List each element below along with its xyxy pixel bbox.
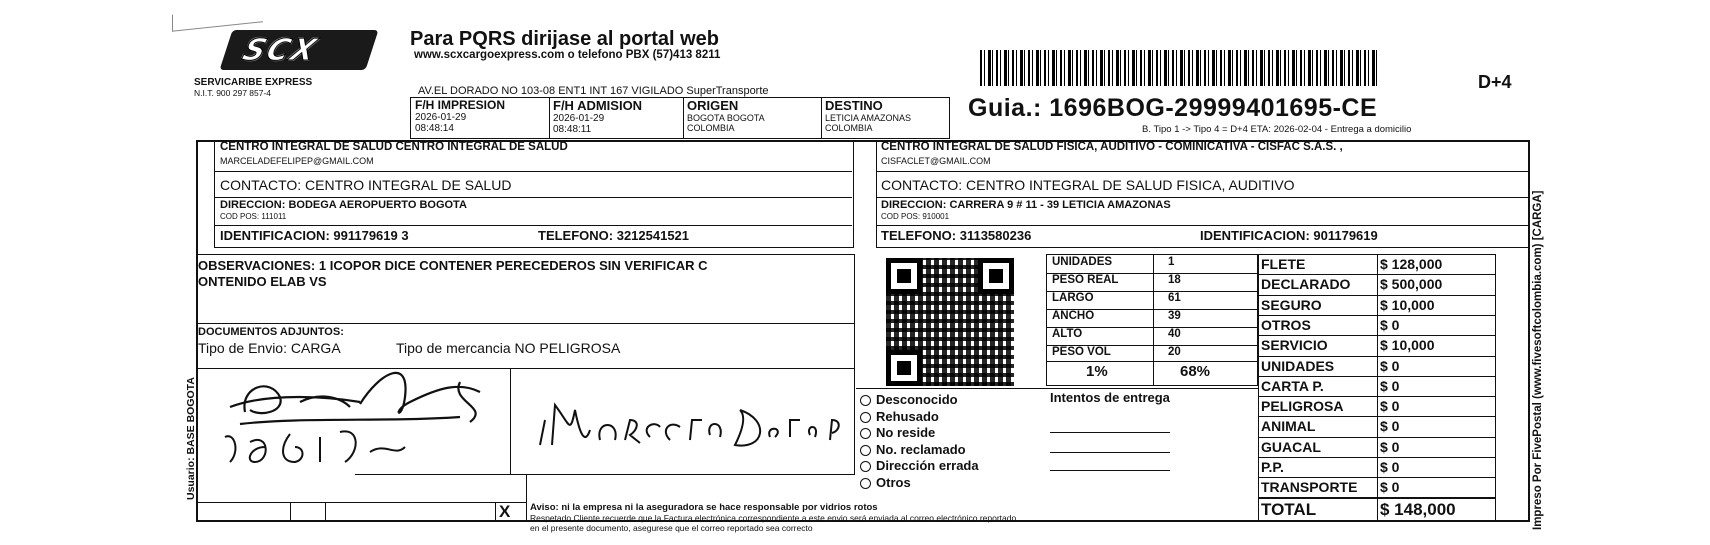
cost-row-divider	[1258, 396, 1496, 397]
cost-row-divider	[1258, 477, 1496, 478]
recipient-contact: CONTACTO: CENTRO INTEGRAL DE SALUD FISICA, AUDITIVO	[881, 177, 1295, 193]
destination-cell: DESTINO LETICIA AMAZONAS COLOMBIA	[825, 98, 912, 133]
cost-label: PELIGROSA	[1261, 398, 1344, 415]
cost-label: UNIDADES	[1261, 357, 1335, 374]
observations-line2: ONTENIDO ELAB VS	[198, 274, 327, 289]
cost-value: $ 0	[1380, 459, 1400, 475]
cost-row-divider	[1258, 416, 1496, 417]
corner-mark	[172, 5, 263, 32]
service-code: D+4	[1478, 72, 1512, 92]
attempts-label: Intentos de entrega	[1050, 390, 1170, 405]
date-cell-impresion: F/H IMPRESION 2026-01-29 08:48:14	[415, 98, 506, 134]
cost-value: $ 500,000	[1380, 276, 1443, 293]
recipient-postal: COD POS: 910001	[881, 212, 950, 221]
sender-contact: CONTACTO: CENTRO INTEGRAL DE SALUD	[220, 177, 512, 193]
dates-row	[410, 97, 950, 139]
measure-value: 39	[1168, 310, 1181, 322]
recipient-signature	[530, 365, 850, 475]
recipient-email: CISFACLET@GMAIL.COM	[881, 156, 991, 166]
cost-row-divider	[1258, 356, 1496, 357]
header-title: Para PQRS dirijase al portal web	[410, 28, 720, 50]
notice-line3: en el presente documento, asegurese que el correo reportado sea correcto	[530, 523, 813, 533]
cost-label: DECLARADO	[1261, 276, 1351, 293]
origin-cell: ORIGEN BOGOTA BOGOTA COLOMBIA	[687, 98, 765, 133]
merch-type: Tipo de mercancia NO PELIGROSA	[396, 340, 621, 356]
side-user-text: Usuario: BASE BOGOTA	[185, 377, 197, 500]
measure-value: 20	[1168, 346, 1181, 358]
percent-2: 68%	[1180, 363, 1211, 380]
cost-value: $ 0	[1380, 377, 1400, 394]
cost-value: $ 0	[1380, 479, 1400, 496]
eta-note: B. Tipo 1 -> Tipo 4 = D+4 ETA: 2026-02-04 - Entrega a domicilio	[1142, 124, 1412, 135]
measure-value: 61	[1168, 292, 1181, 304]
recipient-phone: TELEFONO: 3113580236	[881, 228, 1032, 243]
sender-email: MARCELADEFELIPEP@GMAIL.COM	[220, 156, 374, 166]
sender-name: CENTRO INTEGRAL DE SALUD CENTRO INTEGRAL DE SALUD	[220, 141, 568, 153]
cost-label: TRANSPORTE	[1261, 479, 1358, 496]
measure-label: PESO VOL	[1052, 346, 1111, 358]
status-radio[interactable]	[860, 461, 871, 472]
cost-row-divider	[1258, 295, 1496, 296]
sender-phone: TELEFONO: 3212541521	[538, 228, 690, 243]
cost-value: $ 0	[1380, 357, 1400, 374]
status-radio[interactable]	[860, 412, 871, 423]
company-nit: N.I.T. 900 297 857-4	[194, 88, 272, 98]
status-label: No. reclamado	[876, 441, 966, 457]
cost-label: ANIMAL	[1261, 418, 1316, 435]
cost-value: $ 0	[1380, 418, 1400, 435]
cost-row-divider	[1258, 376, 1496, 377]
cost-label: FLETE	[1261, 256, 1306, 272]
measure-label: PESO REAL	[1052, 274, 1119, 286]
sender-address: DIRECCION: BODEGA AEROPUERTO BOGOTA	[220, 199, 467, 211]
x-mark: X	[499, 502, 511, 521]
percent-1: 1%	[1086, 363, 1108, 380]
status-label: No reside	[876, 425, 936, 440]
observations-top-line	[196, 254, 854, 255]
measure-label: LARGO	[1052, 292, 1094, 304]
cost-label: OTROS	[1261, 316, 1311, 333]
measure-label: ANCHO	[1052, 310, 1095, 322]
header-address: AV.EL DORADO NO 103-08 ENT1 INT 167 VIGILADO SuperTransporte	[418, 85, 769, 97]
tracking-barcode	[980, 50, 1380, 86]
status-label: Otros	[876, 474, 911, 490]
cost-row-divider	[1258, 437, 1496, 438]
status-label: Desconocido	[876, 392, 958, 407]
company-logo: SCX	[220, 30, 379, 70]
recipient-name: CENTRO INTEGRAL DE SALUD FISICA, AUDITIVO - COMINICATIVA - CISFAC S.A.S. ,	[881, 141, 1343, 153]
recipient-address: DIRECCION: CARRERA 9 # 11 - 39 LETICIA AMAZONAS	[881, 199, 1171, 211]
notice-line2: Respetado Cliente recuerde que la Factura electrónica correspondiente a este envio será enviada al correo electrónico reportado	[530, 513, 1017, 523]
observations-line1: OBSERVACIONES: 1 ICOPOR DICE CONTENER PERECEDEROS SIN VERIFICAR C	[198, 258, 708, 273]
status-radio[interactable]	[860, 428, 871, 439]
cost-label: SEGURO	[1261, 296, 1322, 313]
cost-label: GUACAL	[1261, 438, 1321, 455]
sender-signature	[210, 362, 510, 472]
measure-label: ALTO	[1052, 328, 1083, 340]
measure-value: 18	[1168, 274, 1181, 286]
side-printer-text: Impreso Por FivePostal (www.fivesoftcolombia.com) [CARGA]	[1532, 190, 1544, 530]
cost-value: $ 0	[1380, 438, 1400, 455]
guia-number: Guia.: 1696BOG-29999401695-CE	[968, 94, 1378, 122]
notice-line1: Aviso: ni la empresa ni la aseguradora se hace responsable por vidrios rotos	[530, 502, 878, 513]
cost-row-divider	[1258, 315, 1496, 316]
cost-row-divider	[1258, 274, 1496, 275]
total-value: $ 148,000	[1380, 500, 1456, 519]
total-label: TOTAL	[1261, 500, 1317, 519]
measure-value: 40	[1168, 328, 1181, 340]
cost-label: CARTA P.	[1261, 377, 1324, 394]
date-cell-admision: F/H ADMISION 2026-01-29 08:48:11	[553, 98, 643, 135]
sender-id: IDENTIFICACION: 991179619 3	[220, 228, 409, 243]
cost-value: $ 0	[1380, 316, 1400, 333]
docs-label: DOCUMENTOS ADJUNTOS:	[198, 326, 344, 338]
sender-postal: COD POS: 111011	[220, 212, 287, 221]
company-name: SERVICARIBE EXPRESS	[194, 77, 313, 88]
measure-label: UNIDADES	[1052, 256, 1113, 268]
cost-label: P.P.	[1261, 459, 1284, 475]
header-contact: www.scxcargoexpress.com o telefono PBX (57)413 8211	[414, 49, 721, 61]
qr-code	[886, 258, 1014, 386]
measure-value: 1	[1168, 256, 1175, 268]
cost-label: SERVICIO	[1261, 337, 1328, 354]
shipment-type: Tipo de Envio: CARGA	[198, 340, 341, 356]
cost-row-divider	[1258, 335, 1496, 336]
recipient-id: IDENTIFICACION: 901179619	[1200, 228, 1378, 243]
status-radio[interactable]	[860, 395, 871, 406]
cost-row-divider	[1258, 457, 1496, 458]
cost-value: $ 10,000	[1380, 296, 1435, 313]
status-label: Rehusado	[876, 408, 939, 424]
status-label: Dirección errada	[876, 458, 979, 473]
status-radio[interactable]	[860, 445, 871, 456]
status-radio[interactable]	[860, 478, 871, 489]
cost-value: $ 128,000	[1380, 256, 1443, 272]
cost-value: $ 0	[1380, 398, 1400, 415]
cost-value: $ 10,000	[1380, 337, 1435, 354]
